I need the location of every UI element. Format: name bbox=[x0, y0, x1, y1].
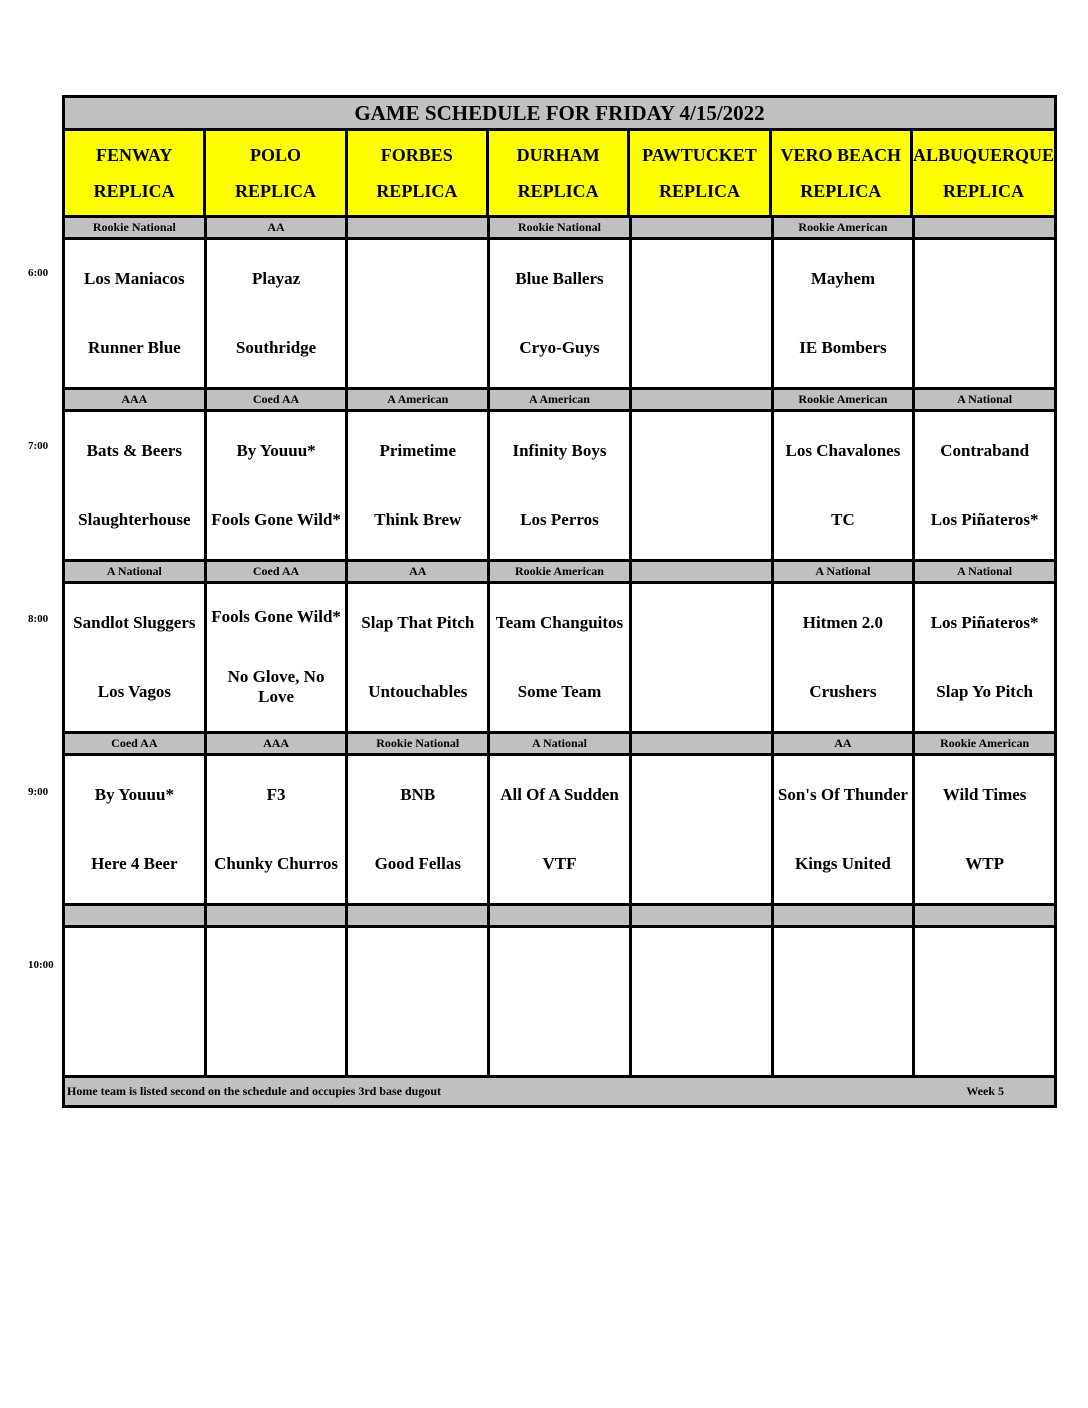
division-label bbox=[915, 218, 1054, 237]
game-cell bbox=[348, 756, 487, 903]
division-label: A National bbox=[490, 734, 629, 753]
division-label: Rookie National bbox=[490, 218, 629, 237]
field-header bbox=[489, 131, 627, 215]
away-team: Playaz bbox=[251, 268, 301, 288]
game-cell bbox=[348, 412, 487, 559]
field-name: DURHAM bbox=[516, 144, 600, 165]
game-cell bbox=[490, 240, 629, 387]
time-slot-row bbox=[62, 581, 1057, 734]
away-team: Sandlot Sluggers bbox=[73, 612, 196, 632]
field-subtitle: REPLICA bbox=[517, 180, 599, 201]
division-row bbox=[62, 218, 1057, 237]
division-label: A American bbox=[490, 390, 629, 409]
home-team: No Glove, No Love bbox=[227, 666, 325, 707]
division-label bbox=[490, 906, 629, 925]
game-cell bbox=[915, 756, 1054, 903]
division-label: AAA bbox=[207, 734, 346, 753]
week-label: Week 5 bbox=[966, 1084, 1004, 1098]
game-cell bbox=[207, 412, 346, 559]
away-team: Fools Gone Wild* bbox=[211, 607, 341, 627]
away-team: Contraband bbox=[940, 440, 1030, 460]
away-team: Mayhem bbox=[810, 268, 876, 288]
game-cell bbox=[774, 412, 913, 559]
division-label: Rookie American bbox=[774, 390, 913, 409]
game-cell bbox=[774, 584, 913, 731]
away-team: Los Chavalones bbox=[785, 440, 901, 460]
field-subtitle: REPLICA bbox=[93, 180, 175, 201]
division-label bbox=[915, 906, 1054, 925]
home-team: Fools Gone Wild* bbox=[211, 510, 341, 530]
division-label bbox=[65, 906, 204, 925]
division-label: Coed AA bbox=[65, 734, 204, 753]
home-team: Slaughterhouse bbox=[78, 510, 191, 530]
division-label: AA bbox=[348, 562, 487, 581]
division-label: Coed AA bbox=[207, 390, 346, 409]
division-label: Rookie National bbox=[65, 218, 204, 237]
division-label bbox=[348, 906, 487, 925]
footer-note: Home team is listed second on the schedule and occupies 3rd base dugout bbox=[67, 1084, 442, 1098]
away-team: Los Maniacos bbox=[84, 268, 185, 288]
game-cell bbox=[65, 756, 204, 903]
game-cell bbox=[490, 756, 629, 903]
division-label: Rookie American bbox=[774, 218, 913, 237]
game-cell bbox=[65, 240, 204, 387]
field-subtitle: REPLICA bbox=[658, 180, 740, 201]
field-header bbox=[630, 131, 768, 215]
field-name: PAWTUCKET bbox=[642, 144, 757, 165]
field-subtitle: REPLICA bbox=[376, 180, 458, 201]
field-subtitle: REPLICA bbox=[942, 180, 1024, 201]
away-team: Los Piñateros* bbox=[930, 612, 1039, 632]
home-team: Untouchables bbox=[368, 682, 468, 702]
home-team: Kings United bbox=[794, 854, 891, 874]
away-team: Bats & Beers bbox=[86, 440, 183, 460]
home-team: Slap Yo Pitch bbox=[936, 682, 1033, 702]
home-team: Los Vagos bbox=[97, 682, 171, 702]
home-team: Los Piñateros* bbox=[930, 510, 1039, 530]
division-label bbox=[632, 734, 771, 753]
division-label: A National bbox=[915, 562, 1054, 581]
away-team: Infinity Boys bbox=[512, 440, 607, 460]
game-cell bbox=[774, 756, 913, 903]
game-cell bbox=[774, 240, 913, 387]
time-label: 7:00 bbox=[28, 440, 49, 452]
home-team: IE Bombers bbox=[799, 338, 887, 358]
division-label bbox=[348, 218, 487, 237]
game-cell bbox=[207, 240, 346, 387]
game-cell bbox=[915, 240, 1054, 387]
field-header bbox=[772, 131, 910, 215]
game-cell bbox=[65, 584, 204, 731]
division-label: AA bbox=[774, 734, 913, 753]
away-team: BNB bbox=[400, 784, 436, 804]
time-label: 10:00 bbox=[28, 959, 54, 971]
home-team: Southridge bbox=[235, 338, 317, 358]
game-cell bbox=[207, 584, 346, 731]
time-label: 9:00 bbox=[28, 786, 49, 798]
game-cell bbox=[632, 928, 771, 1075]
away-team: Wild Times bbox=[942, 784, 1027, 804]
game-cell bbox=[348, 928, 487, 1075]
division-row bbox=[62, 562, 1057, 581]
division-label: A National bbox=[915, 390, 1054, 409]
game-cell bbox=[490, 584, 629, 731]
field-subtitle: REPLICA bbox=[234, 180, 316, 201]
schedule-sheet bbox=[62, 95, 1057, 1108]
away-team: F3 bbox=[266, 784, 286, 804]
division-label: Rookie National bbox=[348, 734, 487, 753]
away-team: By Youuu* bbox=[94, 784, 174, 804]
away-team: All Of A Sudden bbox=[500, 784, 619, 804]
division-label: Rookie American bbox=[915, 734, 1054, 753]
division-label: AAA bbox=[65, 390, 204, 409]
time-slot-row bbox=[62, 753, 1057, 906]
field-header-row bbox=[62, 128, 1057, 218]
game-cell bbox=[65, 928, 204, 1075]
field-name: FORBES bbox=[380, 144, 453, 165]
division-row bbox=[62, 390, 1057, 409]
division-label: AA bbox=[207, 218, 346, 237]
footer bbox=[62, 1078, 1057, 1108]
division-label bbox=[774, 906, 913, 925]
away-team: Blue Ballers bbox=[515, 268, 604, 288]
division-row bbox=[62, 734, 1057, 753]
away-team: Slap That Pitch bbox=[361, 612, 475, 632]
home-team: Here 4 Beer bbox=[91, 854, 178, 874]
time-label: 8:00 bbox=[28, 613, 49, 625]
home-team: Los Perros bbox=[520, 510, 599, 530]
home-team: Runner Blue bbox=[87, 338, 181, 358]
game-cell bbox=[348, 584, 487, 731]
field-name: FENWAY bbox=[95, 144, 173, 165]
game-cell bbox=[490, 412, 629, 559]
field-header bbox=[348, 131, 486, 215]
division-row bbox=[62, 906, 1057, 925]
division-label: Coed AA bbox=[207, 562, 346, 581]
home-team: Think Brew bbox=[374, 510, 462, 530]
field-name: POLO bbox=[249, 144, 301, 165]
away-team: Hitmen 2.0 bbox=[802, 612, 884, 632]
away-team: Primetime bbox=[379, 440, 456, 460]
game-cell bbox=[915, 584, 1054, 731]
home-team: TC bbox=[831, 510, 855, 530]
game-cell bbox=[632, 412, 771, 559]
home-team: Good Fellas bbox=[374, 854, 461, 874]
home-team: WTP bbox=[965, 854, 1004, 874]
home-team: Chunky Churros bbox=[214, 854, 339, 874]
game-cell bbox=[207, 756, 346, 903]
game-cell bbox=[490, 928, 629, 1075]
game-cell bbox=[632, 584, 771, 731]
time-slot-row bbox=[62, 237, 1057, 390]
time-slot-row bbox=[62, 409, 1057, 562]
game-cell bbox=[348, 240, 487, 387]
time-label: 6:00 bbox=[28, 267, 49, 279]
division-label bbox=[632, 218, 771, 237]
division-label bbox=[632, 906, 771, 925]
time-slot-row bbox=[62, 925, 1057, 1078]
home-team: VTF bbox=[542, 854, 577, 874]
division-label bbox=[207, 906, 346, 925]
away-team: Team Changuitos bbox=[495, 612, 624, 632]
field-header bbox=[913, 131, 1054, 215]
field-name: ALBUQUERQUE bbox=[912, 144, 1054, 165]
home-team: Some Team bbox=[517, 682, 602, 702]
field-header bbox=[65, 131, 203, 215]
home-team: Cryo-Guys bbox=[519, 338, 600, 358]
away-team: By Youuu* bbox=[236, 440, 316, 460]
game-cell bbox=[915, 928, 1054, 1075]
division-label: Rookie American bbox=[490, 562, 629, 581]
home-team: Crushers bbox=[809, 682, 877, 702]
field-subtitle: REPLICA bbox=[800, 180, 882, 201]
field-header bbox=[206, 131, 344, 215]
division-label: A National bbox=[65, 562, 204, 581]
game-cell bbox=[774, 928, 913, 1075]
game-cell bbox=[632, 240, 771, 387]
division-label: A National bbox=[774, 562, 913, 581]
game-cell bbox=[207, 928, 346, 1075]
game-cell bbox=[632, 756, 771, 903]
game-cell bbox=[65, 412, 204, 559]
away-team: Son's Of Thunder bbox=[777, 784, 908, 804]
schedule-title: GAME SCHEDULE FOR FRIDAY 4/15/2022 bbox=[62, 95, 1057, 128]
field-name: VERO BEACH bbox=[780, 144, 902, 165]
division-label bbox=[632, 562, 771, 581]
division-label: A American bbox=[348, 390, 487, 409]
division-label bbox=[632, 390, 771, 409]
game-cell bbox=[915, 412, 1054, 559]
